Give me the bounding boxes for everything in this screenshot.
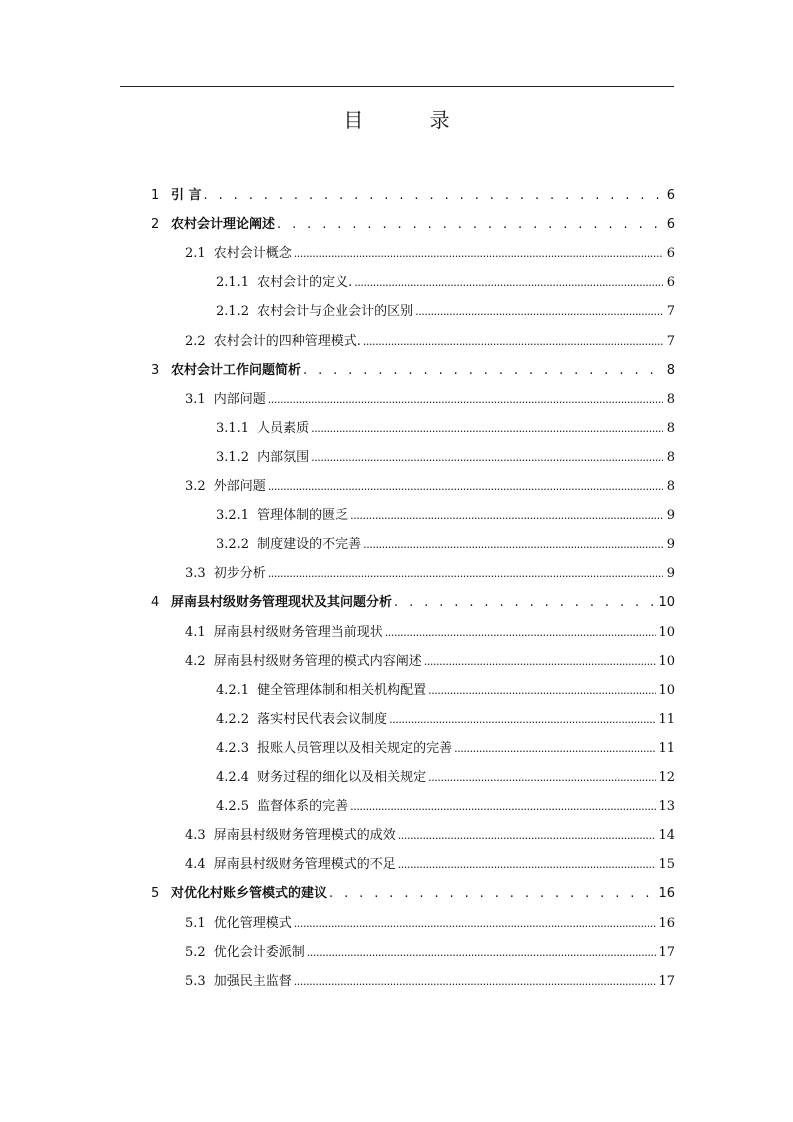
toc-dot-leader xyxy=(268,393,663,406)
toc-entry[interactable] xyxy=(216,300,675,329)
toc-entry[interactable] xyxy=(185,475,675,504)
toc-entry-page-number: 7 xyxy=(666,304,675,320)
toc-entry-label: 财务过程的细化以及相关规定 xyxy=(257,770,427,785)
toc-entry[interactable] xyxy=(185,242,675,271)
toc-entry-page-number: 16 xyxy=(658,886,675,902)
toc-entry[interactable] xyxy=(185,562,675,591)
toc-entry-number: 5.3 xyxy=(185,973,206,989)
toc-entry[interactable] xyxy=(185,388,675,417)
toc-entry-label: 优化管理模式 xyxy=(213,915,292,931)
toc-dot-leader xyxy=(398,829,657,842)
toc-entry[interactable] xyxy=(151,359,675,388)
toc-entry-label: 农村会计的四种管理模式. xyxy=(213,333,361,349)
toc-entry[interactable] xyxy=(151,882,675,911)
toc-entry-page-number: 6 xyxy=(666,275,675,291)
toc-entry-number: 4.3 xyxy=(185,828,206,844)
toc-entry-number: 4.2.4 xyxy=(216,770,250,785)
toc-entry[interactable] xyxy=(185,330,675,359)
header-rule xyxy=(120,86,674,87)
toc-entry-label: 初步分析 xyxy=(213,566,266,582)
toc-entry-label: 对优化村账乡管模式的建议 xyxy=(171,886,328,902)
toc-entry-number: 2.1.2 xyxy=(216,304,250,320)
toc-dot-leader xyxy=(363,538,663,551)
toc-entry-number: 2.1.1 xyxy=(216,275,250,291)
toc-entry-page-number: 6 xyxy=(666,217,675,233)
toc-entry-label: 屏南县村级财务管理模式的成效 xyxy=(213,828,396,844)
toc-dot-leader xyxy=(354,276,663,289)
toc-dot-leader xyxy=(350,800,656,813)
toc-entry[interactable] xyxy=(216,446,675,475)
toc-dot-leader xyxy=(389,713,656,726)
toc-entry-page-number: 17 xyxy=(658,973,675,989)
toc-entry[interactable] xyxy=(185,650,675,679)
toc-entry[interactable] xyxy=(151,591,675,620)
toc-entry-label: 内部问题 xyxy=(213,391,266,407)
toc-entry-page-number: 10 xyxy=(658,595,675,611)
toc-entry-label: 报账人员管理以及相关规定的完善 xyxy=(257,740,453,756)
toc-entry[interactable] xyxy=(185,941,675,970)
toc-entry[interactable] xyxy=(216,417,675,446)
toc-entry-label: 屏南县村级财务管理的模式内容阐述 xyxy=(213,653,422,669)
toc-entry-page-number: 8 xyxy=(666,391,675,407)
toc-entry-page-number: 16 xyxy=(658,915,675,931)
toc-entry[interactable] xyxy=(216,679,675,708)
toc-entry-number: 3.2.2 xyxy=(216,537,250,553)
toc-dot-leader xyxy=(268,567,663,580)
toc-entry-number: 3.1.1 xyxy=(216,420,250,436)
toc-dot-leader xyxy=(311,422,663,435)
toc-entry[interactable] xyxy=(185,912,675,941)
toc-dot-leader xyxy=(415,305,663,318)
toc-dot-leader xyxy=(398,858,657,871)
toc-entry[interactable] xyxy=(216,271,675,300)
toc-entry-label: 屏南县村级财务管理模式的不足 xyxy=(213,857,396,873)
toc-entry-number: 5.1 xyxy=(185,915,206,931)
toc-dot-leader xyxy=(294,975,657,988)
toc-dot-leader xyxy=(303,363,661,378)
toc-entry-number: 4.2.5 xyxy=(216,799,250,815)
toc-entry[interactable] xyxy=(185,853,675,882)
toc-entry-label: 健全管理体制和相关机构配置 xyxy=(257,682,427,698)
toc-entry-number: 4.1 xyxy=(185,624,206,640)
toc-entry-number: 2 xyxy=(151,217,160,233)
toc-dot-leader xyxy=(329,886,656,901)
toc-entry-label: 管理体制的匮乏 xyxy=(257,508,349,524)
toc-entry-page-number: 11 xyxy=(658,740,675,756)
toc-entry-number: 1 xyxy=(151,188,160,203)
toc-entry-page-number: 10 xyxy=(658,653,675,669)
toc-entry[interactable] xyxy=(216,766,675,795)
toc-entry-number: 2.1 xyxy=(185,246,206,262)
toc-entry-page-number: 8 xyxy=(666,479,675,494)
toc-entry-page-number: 15 xyxy=(658,857,675,873)
toc-entry-page-number: 12 xyxy=(658,770,675,785)
toc-entry[interactable] xyxy=(216,504,675,533)
toc-entry-page-number: 10 xyxy=(658,624,675,640)
toc-entry-number: 3.2.1 xyxy=(216,508,250,524)
toc-entry[interactable] xyxy=(216,533,675,562)
toc-entry-page-number: 9 xyxy=(666,566,675,582)
toc-entry-number: 4.2.3 xyxy=(216,740,250,756)
toc-dot-leader xyxy=(311,451,663,464)
toc-dot-leader xyxy=(294,917,657,930)
toc-entry-number: 4.2.1 xyxy=(216,682,250,698)
toc-entry-page-number: 6 xyxy=(666,188,675,203)
toc-entry-page-number: 6 xyxy=(666,246,675,262)
page-title: 目 录 xyxy=(343,108,480,132)
toc-entry-label: 农村会计的定义. xyxy=(257,275,353,291)
toc-dot-leader xyxy=(294,247,663,260)
toc-entry-label: 屏南县村级财务管理当前现状 xyxy=(213,624,383,640)
toc-entry-page-number: 17 xyxy=(658,944,675,960)
toc-entry-label: 加强民主监督 xyxy=(213,973,292,989)
toc-entry[interactable] xyxy=(216,708,675,737)
toc-entry[interactable] xyxy=(151,213,675,242)
toc-entry-number: 5 xyxy=(151,886,160,902)
toc-entry-page-number: 9 xyxy=(666,537,675,553)
toc-entry-label: 引 言 xyxy=(171,188,202,203)
toc-entry-number: 3.1.2 xyxy=(216,449,250,465)
toc-entry[interactable] xyxy=(216,795,675,824)
toc-entry[interactable] xyxy=(185,621,675,650)
toc-entry-number: 4.4 xyxy=(185,857,206,873)
toc-entry[interactable] xyxy=(151,184,675,213)
toc-entry-label: 农村会计工作问题简析 xyxy=(171,362,302,378)
toc-entry-label: 农村会计概念 xyxy=(213,246,292,262)
toc-dot-leader xyxy=(454,742,656,755)
toc-entry-page-number: 7 xyxy=(666,333,675,349)
toc-entry-page-number: 11 xyxy=(658,711,675,727)
toc-dot-leader xyxy=(385,626,657,639)
toc-entry-number: 3.1 xyxy=(185,391,206,407)
toc-entry-number: 4.2.2 xyxy=(216,711,250,727)
toc-dot-leader xyxy=(277,217,661,232)
toc-entry-number: 2.2 xyxy=(185,333,206,349)
toc-entry[interactable] xyxy=(216,737,675,766)
toc-entry-page-number: 8 xyxy=(666,420,675,436)
toc-entry-number: 5.2 xyxy=(185,944,206,960)
toc-entry-page-number: 10 xyxy=(658,682,675,698)
toc-entry-label: 外部问题 xyxy=(213,479,266,494)
toc-entry-page-number: 9 xyxy=(666,508,675,524)
toc-entry-page-number: 14 xyxy=(658,828,675,844)
toc-dot-leader xyxy=(307,946,657,959)
toc-entry-page-number: 13 xyxy=(658,799,675,815)
toc-dot-leader xyxy=(428,771,656,784)
toc-entry-label: 内部氛围 xyxy=(257,449,310,465)
toc-entry-label: 人员素质 xyxy=(257,420,310,436)
toc-entry-number: 4 xyxy=(151,595,160,611)
toc-entry-number: 3.2 xyxy=(185,479,206,494)
toc-entry-label: 监督体系的完善 xyxy=(257,799,349,815)
toc-dot-leader xyxy=(394,595,656,610)
toc-dot-leader xyxy=(204,188,661,203)
toc-dot-leader xyxy=(350,509,663,522)
toc-entry-label: 农村会计与企业会计的区别 xyxy=(257,304,414,320)
toc-dot-leader xyxy=(268,480,663,493)
toc-entry-number: 3.3 xyxy=(185,566,206,582)
toc-entry-page-number: 8 xyxy=(666,449,675,465)
toc-entry-label: 制度建设的不完善 xyxy=(257,537,362,553)
toc-entry-label: 屏南县村级财务管理现状及其问题分析 xyxy=(171,595,393,611)
toc-dot-leader xyxy=(363,335,663,348)
toc-entry[interactable] xyxy=(185,970,675,999)
toc-entry-number: 3 xyxy=(151,362,160,378)
toc-entry-label: 落实村民代表会议制度 xyxy=(257,711,388,727)
toc-entry-label: 农村会计理论阐述 xyxy=(171,217,276,233)
toc-entry-label: 优化会计委派制 xyxy=(213,944,305,960)
toc-entry-page-number: 8 xyxy=(666,362,675,378)
toc-entry[interactable] xyxy=(185,824,675,853)
toc-entry-number: 4.2 xyxy=(185,653,206,669)
toc-dot-leader xyxy=(428,684,656,697)
toc-dot-leader xyxy=(424,655,657,668)
